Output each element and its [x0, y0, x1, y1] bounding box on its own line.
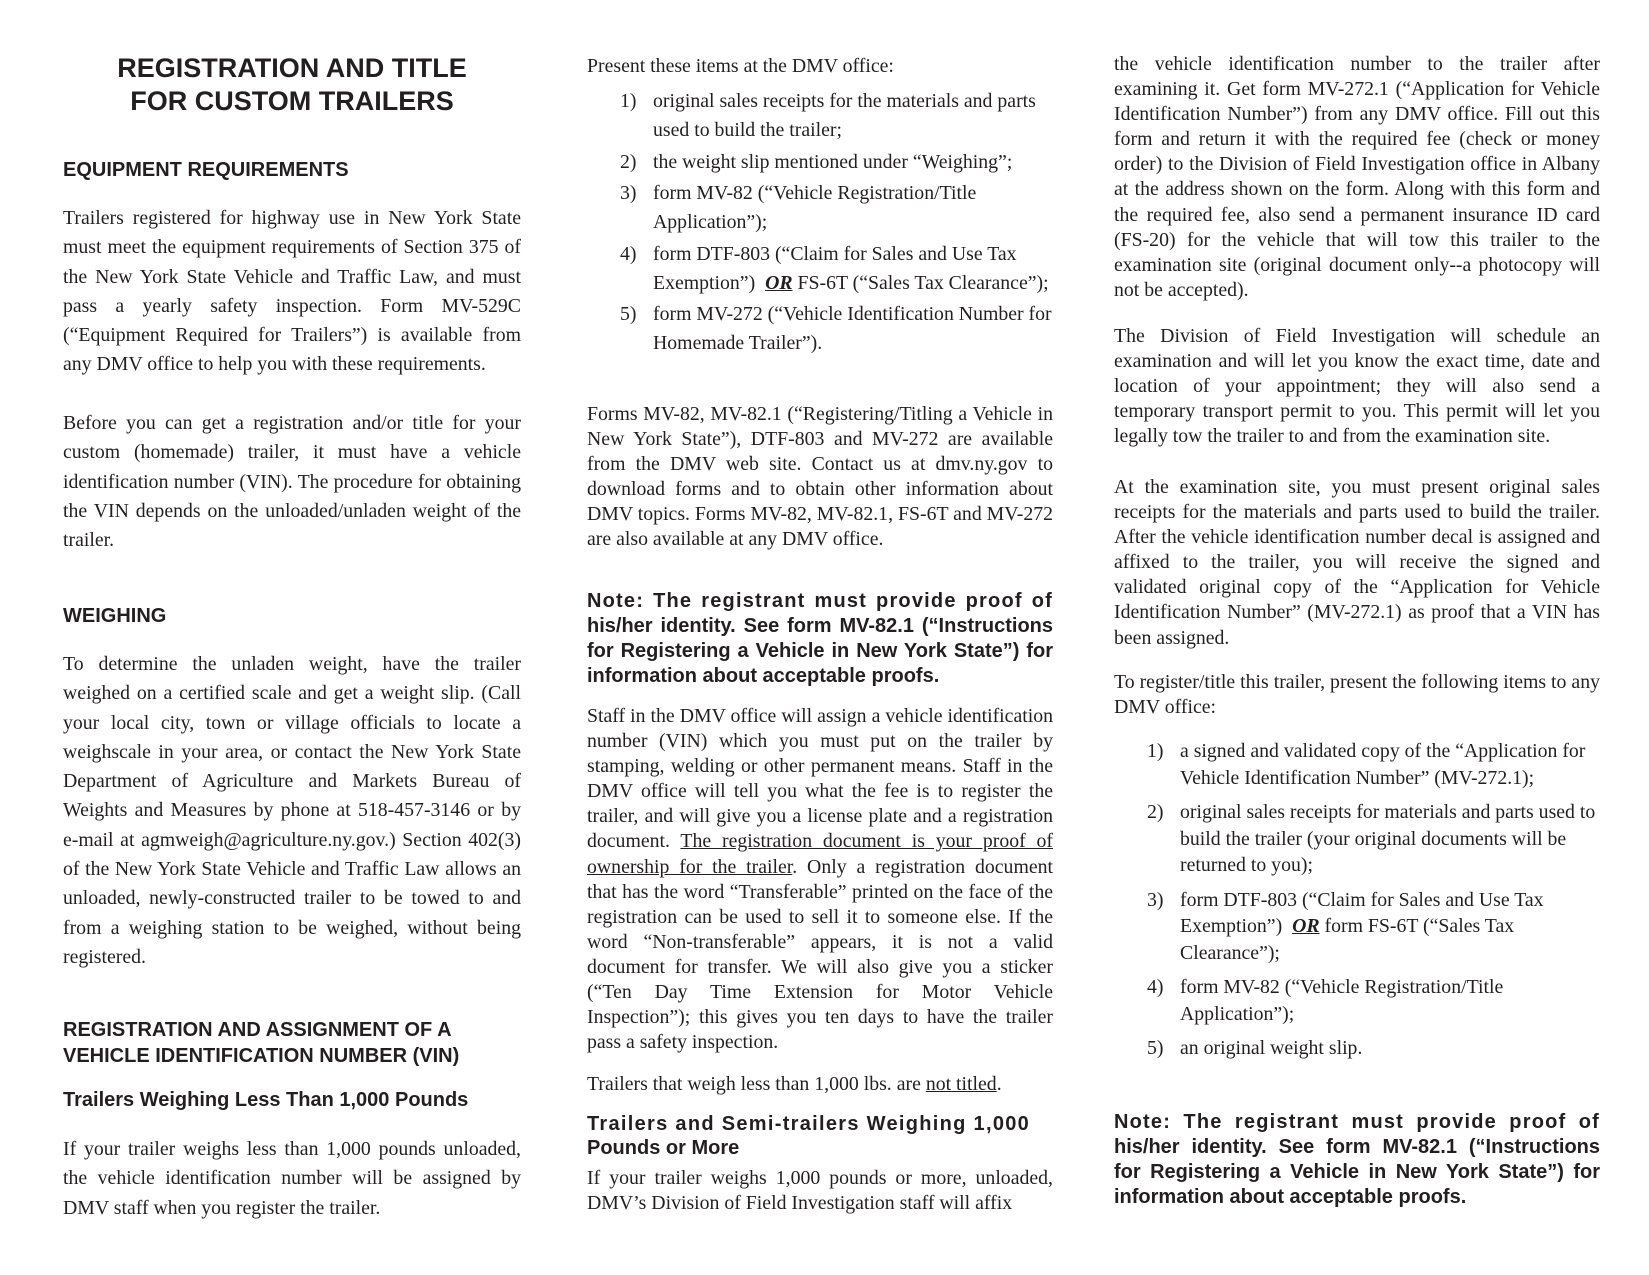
staff-vin-paragraph: Staff in the DMV office will assign a vehicle identification number (VIN) which you must put on the trailer by stamping, welding or other permanent means. Staff in the DMV office will tell you what the fee is to register the trailer, and will give you a license plate and a registration document. The registration document is your proof of ownership for the trailer. Only a registration document that has the word “Transferable” printed on the face of the registration can be used to sell it to someone else. If the word “Non-transferable” appears, it is not a valid document for transfer. We will also give you a sticker (“Ten Day Time Extension for Motor Vehicle Inspection”); this gives you ten days to have the trailer pass a safety inspection. — [587, 705, 1053, 1054]
list-item: 2) the weight slip mentioned under “Weighing”; — [620, 150, 1013, 173]
over-1000-pounds-heading: Trailers and Semi-trailers Weighing 1,000 Pounds or More — [587, 1113, 1031, 1159]
title-line-2: FOR CUSTOM TRAILERS — [130, 86, 454, 116]
not-titled-underlined: not titled — [925, 1073, 997, 1095]
weighing-heading: WEIGHING — [63, 605, 167, 627]
register-title-intro: To register/title this trailer, present the following items to any DMV office: — [1114, 671, 1600, 719]
equipment-paragraph-1: Trailers registered for highway use in New York State must meet the equipment requirements of Section 375 of the New York State Vehicle and Traffic Law, and must pass a yearly safety inspection. Form MV-529C (“Equipment Required for Trailers”) is available from any DMV office to help you with these requirements. — [63, 207, 521, 376]
list-item: 3) form MV-82 (“Vehicle Registration/Title Application”); — [620, 182, 977, 233]
ownership-underlined-text: The registration document is your proof of ownership for the trailer — [587, 830, 1053, 878]
list-item: 4) form MV-82 (“Vehicle Registration/Title Application”); — [1147, 976, 1504, 1025]
under-1000-pounds-heading: Trailers Weighing Less Than 1,000 Pounds — [63, 1089, 469, 1111]
list-item: 1) a signed and validated copy of the “Application for Vehicle Identification Number” (MV-272.1); — [1147, 740, 1586, 789]
equipment-requirements-heading: EQUIPMENT REQUIREMENTS — [63, 159, 349, 181]
forms-availability-paragraph: Forms MV-82, MV-82.1 (“Registering/Titling a Vehicle in New York State”), DTF-803 and MV-272 are available from the DMV web site. Contact us at dmv.ny.gov to download forms and to obtain other information about DMV topics. Forms MV-82, MV-82.1, FS-6T and MV-272 are also available at any DMV office. — [587, 403, 1053, 551]
present-items-intro: Present these items at the DMV office: — [587, 55, 894, 77]
document-title — [63, 52, 521, 118]
list-item: 5) form MV-272 (“Vehicle Identification Number for Homemade Trailer”). — [620, 303, 1052, 354]
vin-assignment-heading: REGISTRATION AND ASSIGNMENT OF A VEHICLE IDENTIFICATION NUMBER (VIN) — [63, 1019, 460, 1067]
list-item: 5) an original weight slip. — [1147, 1037, 1363, 1059]
title-line-1: REGISTRATION AND TITLE — [117, 53, 467, 83]
over-1000-pounds-paragraph: If your trailer weighs 1,000 pounds or more, unloaded, DMV’s Division of Field Investigation staff will affix — [587, 1167, 1053, 1215]
or-emphasis: OR — [765, 271, 793, 294]
list-item: 4) form DTF-803 (“Claim for Sales and Use Tax Exemption”) OR FS-6T (“Sales Tax Clearance”); — [620, 242, 1049, 294]
examination-continued-paragraph: the vehicle identification number to the trailer after examining it. Get form MV-272.1 (“Application for Vehicle Identification Number”) from any DMV office. Fill out this form and return it with the required fee (check or money order) to the Division of Field Investigation office in Albany at the address shown on the form. Along with this form and the required fee, also send a permanent insurance ID card (FS-20) for the vehicle that will tow this trailer to the examination site (original document only--a photocopy will not be accepted). — [1114, 53, 1600, 301]
register-items-list — [1147, 738, 1600, 1070]
dmv-items-list — [620, 87, 1053, 361]
weighing-paragraph: To determine the unladen weight, have the trailer weighed on a certified scale and get a weight slip. (Call your local city, town or village officials to locate a weighscale in your area, or contact the New York State Department of Agriculture and Markets Bureau of Weights and Measures by phone at 518-457-3146 or by e-mail at agmweigh@agriculture.ny.gov.) Section 402(3) of the New York State Vehicle and Traffic Law allows an unloaded, newly-constructed trailer to be towed to and from a weighing station to be weighed, without being registered. — [63, 653, 521, 968]
examination-site-paragraph: At the examination site, you must present original sales receipts for the materials and parts used to build the trailer. After the vehicle identification number decal is assigned and affixed to the trailer, you will receive the signed and validated original copy of the “Application for Vehicle Identification Number” (MV-272.1) as proof that a VIN has been assigned. — [1114, 476, 1600, 649]
or-emphasis: OR — [1292, 915, 1320, 937]
identity-note: Note: The registrant must provide proof of his/her identity. See form MV-82.1 (“Instructions for Registering a Vehicle in New York State”) for information about acceptable proofs. — [1114, 1111, 1600, 1208]
list-item: 3) form DTF-803 (“Claim for Sales and Use Tax Exemption”) OR form FS-6T (“Sales Tax Clearance”); — [1147, 888, 1544, 964]
list-item: 1) original sales receipts for the materials and parts used to build the trailer; — [620, 90, 1036, 141]
not-titled-sentence: Trailers that weigh less than 1,000 lbs. are not titled. — [587, 1073, 1002, 1095]
list-item: 2) original sales receipts for materials and parts used to build the trailer (your original documents will be returned to you); — [1147, 801, 1596, 876]
identity-note: Note: The registrant must provide proof of his/her identity. See form MV-82.1 (“Instructions for Registering a Vehicle in New York State”) for information about acceptable proofs. — [587, 590, 1053, 687]
equipment-paragraph-2: Before you can get a registration and/or title for your custom (homemade) trailer, it must have a vehicle identification number (VIN). The procedure for obtaining the VIN depends on the unloaded/unladen weight of the trailer. — [63, 412, 521, 552]
under-1000-pounds-paragraph: If your trailer weighs less than 1,000 pounds unloaded, the vehicle identification number will be assigned by DMV staff when you register the trailer. — [63, 1138, 521, 1219]
schedule-examination-paragraph: The Division of Field Investigation will schedule an examination and will let you know the exact time, date and location of your appointment; they will also send a temporary transport permit to you. This permit will let you legally tow the trailer to and from the examination site. — [1114, 325, 1600, 448]
